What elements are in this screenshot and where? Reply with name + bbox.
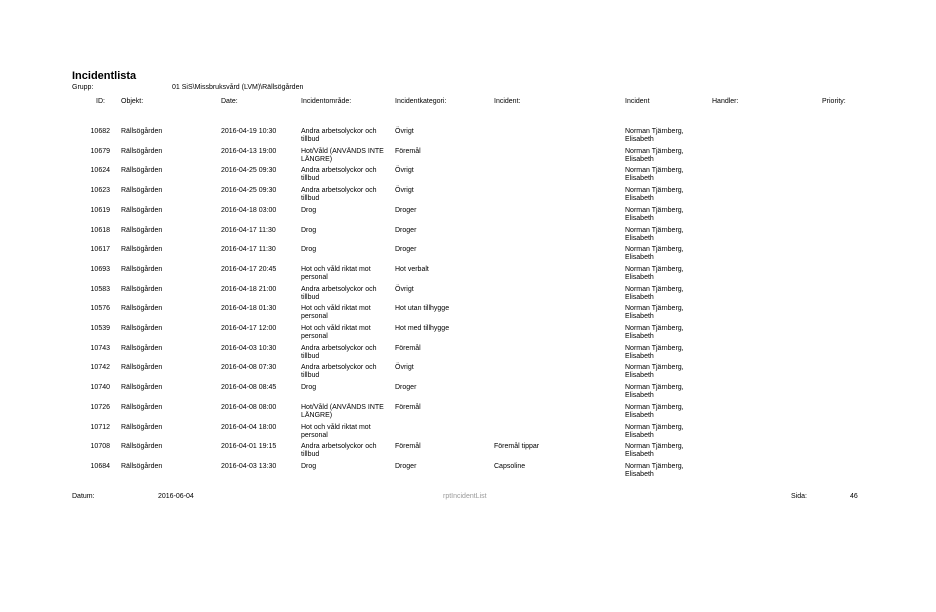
cell-object: Rällsögården bbox=[121, 167, 163, 175]
table-row bbox=[0, 443, 936, 463]
cell-category: Hot utan tillhygge bbox=[395, 305, 450, 313]
cell-area: Hot och våld riktat mot personal bbox=[301, 305, 371, 321]
cell-area: Drog bbox=[301, 246, 317, 254]
table-row bbox=[0, 424, 936, 444]
cell-date: 2016-04-25 09:30 bbox=[221, 187, 277, 195]
cell-area: Drog bbox=[301, 206, 317, 214]
cell-object: Rällsögården bbox=[121, 206, 163, 214]
cell-area: Hot/Våld (ANVÄNDS INTE LÄNGRE) bbox=[301, 147, 384, 163]
table-row bbox=[0, 207, 936, 227]
cell-person: Norman Tjärnberg, Elisabeth bbox=[625, 443, 684, 459]
cell-date: 2016-04-08 08:45 bbox=[221, 384, 277, 392]
cell-area: Andra arbetsolyckor och tillbud bbox=[301, 128, 377, 143]
cell-category: Droger bbox=[395, 206, 417, 214]
cell-area: Hot/Våld (ANVÄNDS INTE LÄNGRE) bbox=[301, 403, 384, 419]
cell-person: Norman Tjärnberg, Elisabeth bbox=[625, 246, 684, 262]
cell-category: Föremål bbox=[395, 147, 421, 155]
cell-object: Rällsögården bbox=[121, 265, 163, 273]
footer-date-label: Datum: bbox=[72, 493, 95, 500]
table-row bbox=[0, 463, 936, 483]
cell-date: 2016-04-17 12:00 bbox=[221, 325, 277, 332]
table-row bbox=[0, 286, 936, 306]
footer-report-name: rptIncidentList bbox=[443, 493, 487, 500]
cell-area: Drog bbox=[301, 462, 317, 470]
cell-id: 10712 bbox=[90, 423, 110, 431]
cell-object: Rällsögården bbox=[121, 364, 163, 372]
group-value: 01 SiS\Missbruksvård (LVM)\Rällsögården bbox=[172, 84, 304, 91]
cell-person: Norman Tjärnberg, Elisabeth bbox=[625, 325, 684, 340]
cell-object: Rällsögården bbox=[121, 443, 163, 451]
cell-person: Norman Tjärnberg, Elisabeth bbox=[625, 147, 684, 163]
table-row bbox=[0, 266, 936, 286]
cell-category: Droger bbox=[395, 226, 417, 234]
cell-person: Norman Tjärnberg, Elisabeth bbox=[625, 167, 684, 183]
cell-person: Norman Tjärnberg, Elisabeth bbox=[625, 403, 684, 419]
table-row bbox=[0, 187, 936, 207]
cell-area: Hot och våld riktat mot personal bbox=[301, 265, 371, 281]
footer-page-label: Sida: bbox=[791, 493, 807, 500]
header-category: Incidentkategori: bbox=[395, 98, 447, 105]
table-row bbox=[0, 384, 936, 404]
cell-object: Rällsögården bbox=[121, 403, 163, 411]
header-incident: Incident: bbox=[494, 98, 521, 105]
cell-category: Övrigt bbox=[395, 167, 414, 175]
cell-date: 2016-04-18 21:00 bbox=[221, 285, 277, 293]
cell-category: Droger bbox=[395, 246, 417, 254]
header-area: Incidentområde: bbox=[301, 98, 352, 105]
cell-object: Rällsögården bbox=[121, 305, 163, 313]
cell-area: Hot och våld riktat mot personal bbox=[301, 325, 371, 340]
cell-area: Andra arbetsolyckor och tillbud bbox=[301, 285, 377, 301]
cell-category: Övrigt bbox=[395, 128, 414, 135]
cell-area: Andra arbetsolyckor och tillbud bbox=[301, 344, 377, 360]
table-row bbox=[0, 364, 936, 384]
cell-date: 2016-04-18 03:00 bbox=[221, 206, 277, 214]
cell-date: 2016-04-17 11:30 bbox=[221, 226, 276, 234]
cell-category: Droger bbox=[395, 384, 417, 392]
cell-id: 10617 bbox=[90, 246, 110, 254]
footer-page-value: 46 bbox=[850, 493, 858, 500]
cell-person: Norman Tjärnberg, Elisabeth bbox=[625, 384, 684, 400]
cell-object: Rällsögården bbox=[121, 285, 163, 293]
table-row bbox=[0, 246, 936, 266]
cell-object: Rällsögården bbox=[121, 246, 163, 254]
cell-incident: Föremål tippar bbox=[494, 443, 540, 451]
cell-date: 2016-04-04 18:00 bbox=[221, 423, 277, 431]
cell-id: 10726 bbox=[90, 403, 110, 411]
table-row bbox=[0, 325, 936, 345]
cell-date: 2016-04-19 10:30 bbox=[221, 128, 277, 135]
cell-id: 10624 bbox=[90, 167, 110, 175]
header-object: Objekt: bbox=[121, 98, 144, 105]
cell-date: 2016-04-18 01:30 bbox=[221, 305, 277, 313]
cell-date: 2016-04-03 13:30 bbox=[221, 462, 277, 470]
cell-object: Rällsögården bbox=[121, 226, 163, 234]
report-title: Incidentlista bbox=[72, 70, 137, 82]
cell-id: 10623 bbox=[90, 187, 110, 195]
cell-date: 2016-04-17 20:45 bbox=[221, 265, 277, 273]
cell-incident: Capsoline bbox=[494, 462, 526, 470]
cell-area: Andra arbetsolyckor och tillbud bbox=[301, 187, 377, 203]
cell-area: Hot och våld riktat mot personal bbox=[301, 423, 371, 439]
cell-object: Rällsögården bbox=[121, 344, 163, 352]
header-priority: Priority: bbox=[822, 98, 846, 105]
cell-person: Norman Tjärnberg, Elisabeth bbox=[625, 423, 684, 439]
cell-object: Rällsögården bbox=[121, 462, 163, 470]
cell-date: 2016-04-03 10:30 bbox=[221, 344, 277, 352]
cell-person: Norman Tjärnberg, Elisabeth bbox=[625, 128, 684, 143]
cell-id: 10618 bbox=[90, 226, 110, 234]
cell-area: Andra arbetsolyckor och tillbud bbox=[301, 443, 377, 459]
cell-date: 2016-04-25 09:30 bbox=[221, 167, 277, 175]
cell-date: 2016-04-08 07:30 bbox=[221, 364, 277, 372]
cell-person: Norman Tjärnberg, Elisabeth bbox=[625, 462, 684, 478]
cell-id: 10743 bbox=[90, 344, 110, 352]
cell-id: 10740 bbox=[90, 384, 110, 392]
cell-object: Rällsögården bbox=[121, 147, 163, 155]
cell-area: Drog bbox=[301, 384, 317, 392]
cell-area: Andra arbetsolyckor och tillbud bbox=[301, 167, 377, 183]
cell-id: 10742 bbox=[90, 364, 110, 372]
header-id: ID: bbox=[96, 98, 105, 105]
cell-person: Norman Tjärnberg, Elisabeth bbox=[625, 305, 684, 321]
cell-id: 10708 bbox=[90, 443, 110, 451]
cell-id: 10679 bbox=[90, 147, 110, 155]
cell-id: 10583 bbox=[90, 285, 110, 293]
cell-id: 10619 bbox=[90, 206, 110, 214]
cell-id: 10693 bbox=[90, 265, 110, 273]
cell-object: Rällsögården bbox=[121, 325, 163, 332]
cell-person: Norman Tjärnberg, Elisabeth bbox=[625, 265, 684, 281]
cell-date: 2016-04-08 08:00 bbox=[221, 403, 277, 411]
header-incident-2: Incident bbox=[625, 98, 650, 105]
footer-date-value: 2016-06-04 bbox=[158, 493, 194, 500]
cell-category: Övrigt bbox=[395, 364, 414, 372]
cell-category: Föremål bbox=[395, 443, 421, 451]
header-date: Date: bbox=[221, 98, 238, 105]
table-row bbox=[0, 148, 936, 168]
cell-person: Norman Tjärnberg, Elisabeth bbox=[625, 206, 684, 222]
table-row bbox=[0, 305, 936, 325]
cell-person: Norman Tjärnberg, Elisabeth bbox=[625, 285, 684, 301]
cell-id: 10539 bbox=[90, 325, 110, 332]
header-handler: Handler: bbox=[712, 98, 739, 105]
cell-person: Norman Tjärnberg, Elisabeth bbox=[625, 364, 684, 380]
table-row bbox=[0, 404, 936, 424]
cell-category: Hot verbalt bbox=[395, 265, 429, 273]
table-row bbox=[0, 227, 936, 247]
table-row bbox=[0, 128, 936, 148]
cell-id: 10682 bbox=[90, 128, 110, 135]
cell-object: Rällsögården bbox=[121, 423, 163, 431]
cell-id: 10576 bbox=[90, 305, 110, 313]
cell-date: 2016-04-17 11:30 bbox=[221, 246, 276, 254]
cell-person: Norman Tjärnberg, Elisabeth bbox=[625, 344, 684, 360]
cell-object: Rällsögården bbox=[121, 187, 163, 195]
cell-category: Droger bbox=[395, 462, 417, 470]
cell-date: 2016-04-13 19:00 bbox=[221, 147, 277, 155]
cell-object: Rällsögården bbox=[121, 384, 163, 392]
cell-category: Föremål bbox=[395, 344, 421, 352]
cell-category: Övrigt bbox=[395, 285, 414, 293]
cell-id: 10684 bbox=[90, 462, 110, 470]
cell-area: Drog bbox=[301, 226, 317, 234]
cell-category: Övrigt bbox=[395, 187, 414, 195]
cell-area: Andra arbetsolyckor och tillbud bbox=[301, 364, 377, 380]
cell-category: Föremål bbox=[395, 403, 421, 411]
group-label: Grupp: bbox=[72, 84, 94, 91]
cell-person: Norman Tjärnberg, Elisabeth bbox=[625, 187, 684, 203]
table-row bbox=[0, 167, 936, 187]
cell-date: 2016-04-01 19:15 bbox=[221, 443, 277, 451]
table-row bbox=[0, 345, 936, 365]
cell-category: Hot med tillhygge bbox=[395, 325, 450, 332]
cell-object: Rällsögården bbox=[121, 128, 163, 135]
cell-person: Norman Tjärnberg, Elisabeth bbox=[625, 226, 684, 242]
